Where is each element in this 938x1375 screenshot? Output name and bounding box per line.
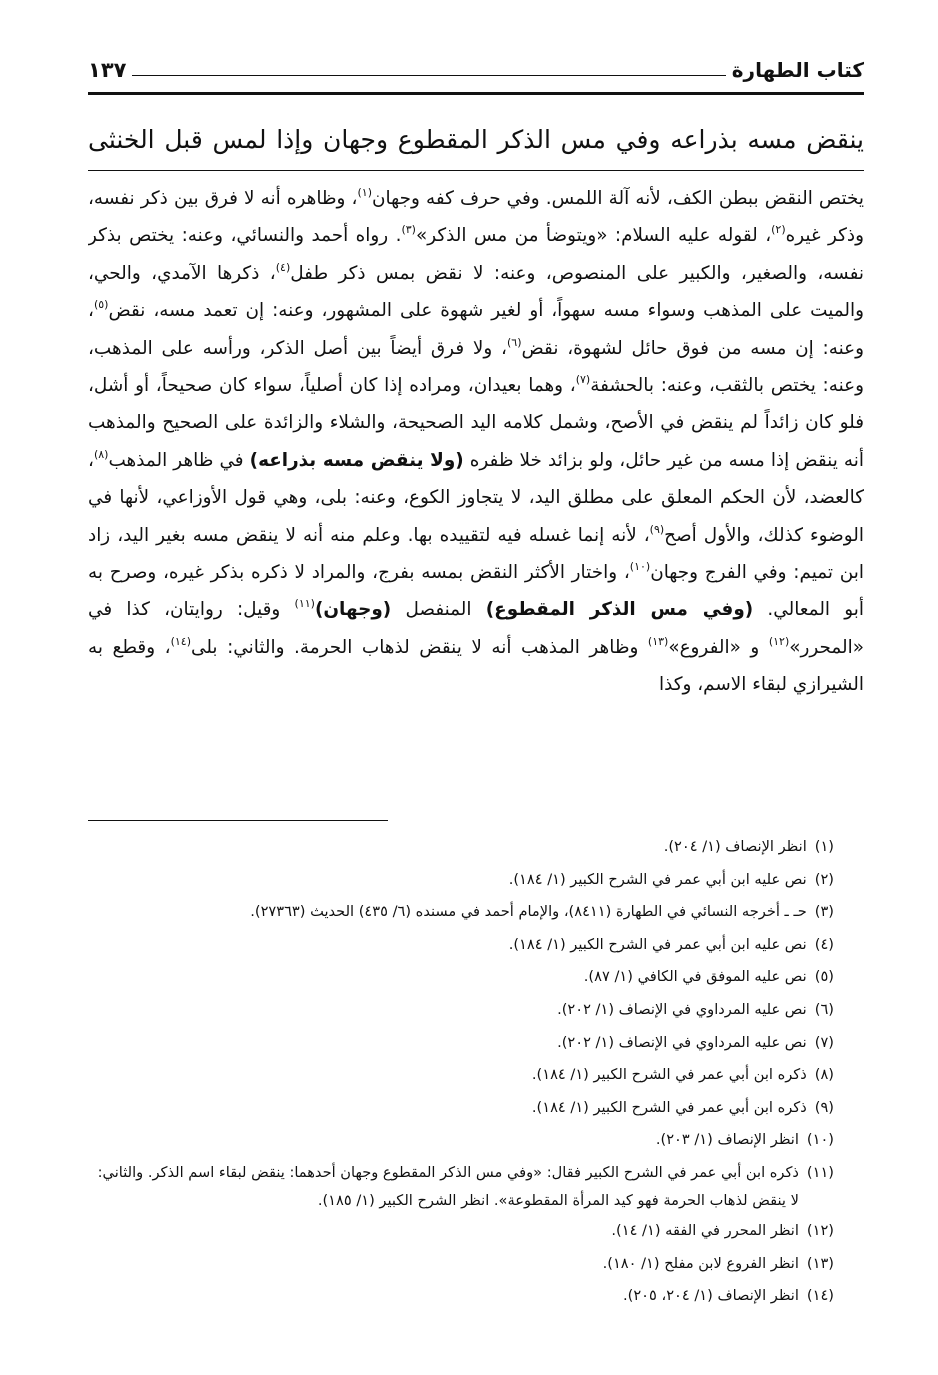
footnote-number: (١٠) (806, 1131, 834, 1149)
text-run: ، واختار الأكثر النقض بمسه بفرج، والمراد لا ذكره بذكر غيره، وصرح به أبو المعالي. (88, 562, 864, 621)
footnote-ref: (١٠) (629, 560, 651, 574)
commentary-text (88, 180, 864, 816)
footnote-number: (٧) (814, 1033, 834, 1051)
footnote-number: (٢) (814, 870, 834, 888)
text-run: في ظاهر المذهب (108, 449, 250, 471)
footnote (88, 864, 864, 897)
footnote-ref: (١٣) (647, 634, 669, 648)
footnote-ref: (٩) (649, 522, 665, 536)
text-run: المنفصل (391, 599, 486, 621)
footnote-text: نص عليه ابن أبي عمر في الشرح الكبير (١/ ١٨٤). (508, 870, 807, 888)
text-run: و «الفروع» (668, 636, 769, 658)
footnote (88, 831, 864, 864)
footnote (88, 1092, 864, 1125)
footnote-ref: (٦) (506, 335, 522, 349)
book-section-title: كتاب الطهارة (731, 58, 864, 82)
footnote-text: ذكره ابن أبي عمر في الشرح الكبير فقال: «وفي مس الذكر المقطوع وجهان أحدهما: ينقض لبقاء اسم الذكر. والثاني: لا ينقض لذهاب الحرمة فهو كيد المرأة المقطوعة». انظر الشرح الكبير (١/ ١٨٥). (97, 1163, 799, 1209)
footnote-number: (٦) (814, 1000, 834, 1018)
footnote-number: (١٣) (806, 1254, 834, 1272)
footnote (88, 994, 864, 1027)
footnote-ref: (١٤) (170, 634, 191, 648)
footnote-ref: (٣) (401, 223, 416, 237)
footnote (88, 961, 864, 994)
text-run: ، وقطع به الشيرازي لبقاء الاسم، وكذا (88, 636, 864, 696)
text-run: ، ولا فرق أيضاً بين أصل الذكر، ورأسه على المذهب، وعنه: يختص بالثقب، وعنه: بالحشفة (88, 337, 864, 397)
footnote-text: انظر الإنصاف (١/ ٢٠٣). (655, 1131, 799, 1149)
footnote-number: (٨) (814, 1066, 834, 1084)
footnote-number: (١٢) (806, 1221, 834, 1239)
footnote (88, 1215, 864, 1248)
footnote-separator (88, 820, 388, 821)
text-run: ، وعنه: إن مسه من فوق حائل لشهوة، نقض (88, 300, 864, 359)
footnote-number: (١) (814, 838, 834, 855)
footnote (88, 1248, 864, 1281)
text-run: وقيل: روايتان، كذا في «المحرر» (88, 599, 864, 658)
text-run: ، كالعضد، لأن الحكم المعلق على مطلق اليد، لا يتجاوز الكوع، وعنه: بلى، وهي قول الأوزاعي، لأنها في الوضوء كذلك، والأول أصح (88, 449, 864, 546)
footnote-number: (٤) (814, 935, 834, 953)
footnote-number: (١١) (806, 1163, 834, 1181)
footnote-text: نص عليه المرداوي في الإنصاف (١/ ٢٠٢). (557, 1033, 807, 1051)
text-run: . رواه أحمد والنسائي، وعنه: يختص بذكر نفسه، والصغير، والكبير على المنصوص، وعنه: لا نقض بمس ذكر طفل (88, 225, 864, 284)
footnote-text: انظر المحرر في الفقه (١/ ١٤). (611, 1221, 799, 1239)
footnote-number: (١٤) (806, 1287, 834, 1305)
text-run: ، وهما بعيدان، ومراده إذا كان أصلياً، سواء كان صحيحاً، أو أشل، فلو كان زائداً لم ينقض في الأصح، وشمل كلامه اليد الصحيحة، والشلاء والزائدة على الصحيح والمذهب أنه ينقض إذا مسه من غير حائل، ولو بزائد خلا ظفره (88, 375, 864, 471)
matn-rule (88, 170, 864, 171)
footnote (88, 929, 864, 962)
commentary-paragraph (88, 180, 864, 704)
matn-quote: (وجهان) (314, 599, 392, 621)
footnote-ref: (١) (357, 186, 373, 199)
footnote (88, 1157, 864, 1215)
header-rule (88, 92, 864, 95)
footnote-text: نص عليه المرداوي في الإنصاف (١/ ٢٠٢). (557, 1000, 807, 1018)
footnote (88, 1124, 864, 1157)
footnote (88, 896, 864, 929)
footnote-ref: (٨) (93, 447, 109, 461)
footnote-text: انظر الإنصاف (١/ ٢٠٤). (663, 838, 807, 855)
footnote-number: (٣) (814, 903, 834, 921)
footnote-ref: (١٢) (768, 634, 790, 648)
footnote-text: انظر الإنصاف (١/ ٢٠٤، ٢٠٥). (622, 1287, 799, 1305)
footnote (88, 1280, 864, 1313)
text-run: ، وظاهره أنه لا فرق بين ذكر نفسه، وذكر غيره (88, 188, 864, 247)
text-run: ، ذكرها الآمدي، والحي، والميت على المذهب وسواء مسه سهواً، أو لغير شهوة على المشهور، وعنه: إن تعمد مسه، نقض (88, 262, 864, 322)
footnote-number: (٩) (814, 1098, 834, 1116)
book-page (88, 52, 864, 1342)
footnote-ref: (١١) (294, 597, 315, 611)
footnote-text: انظر الفروع لابن مفلح (١/ ١٨٠). (602, 1254, 799, 1272)
running-head-leader (132, 75, 725, 76)
matn-quote: (ولا ينقض مسه بذراعه) (249, 449, 464, 471)
footnote-text: نص عليه الموفق في الكافي (١/ ٨٧). (583, 968, 807, 986)
footnote (88, 1027, 864, 1060)
footnote-text: نص عليه ابن أبي عمر في الشرح الكبير (١/ ١٨٤). (508, 935, 807, 953)
footnote-ref: (٧) (575, 373, 591, 387)
matn-quote: (وفي مس الذكر المقطوع) (485, 599, 754, 621)
footnote-ref: (٤) (275, 260, 291, 274)
footnote-text: ذكره ابن أبي عمر في الشرح الكبير (١/ ١٨٤). (531, 1066, 807, 1084)
running-head (88, 52, 864, 90)
footnote-text: ذكره ابن أبي عمر في الشرح الكبير (١/ ١٨٤). (531, 1098, 807, 1116)
page-number: ١٣٧ (88, 58, 127, 82)
text-run: ، لأنه إنما غسله فيه لتقييده بها. وعلم منه أنه لا ينقض مسه بغير اليد، زاد ابن تميم: وفي الفرج وجهان (88, 524, 864, 584)
matn-header: ينقض مسه بذراعه وفي مس الذكر المقطوع وجهان وإذا لمس قبل الخنثى (88, 125, 864, 154)
text-run: يختص النقض ببطن الكف، لأنه آلة اللمس. وفي حرف كفه وجهان (372, 188, 864, 209)
text-run: وظاهر المذهب أنه لا ينقض لذهاب الحرمة. والثاني: بلى (191, 636, 648, 658)
text-run: ، لقوله عليه السلام: «ويتوضأ من مس الذكر» (415, 225, 772, 247)
footnote-number: (٥) (814, 968, 834, 986)
footnote-ref: (٥) (93, 298, 109, 312)
footnote-text: حـ ـ أخرجه النسائي في الطهارة (٨٤١١)، والإمام أحمد في مسنده (٦/ ٤٣٥) الحديث (٢٧٣٦٣). (250, 903, 807, 921)
footnote-ref: (٢) (771, 223, 786, 237)
footnote (88, 1059, 864, 1092)
footnotes (88, 831, 864, 1313)
